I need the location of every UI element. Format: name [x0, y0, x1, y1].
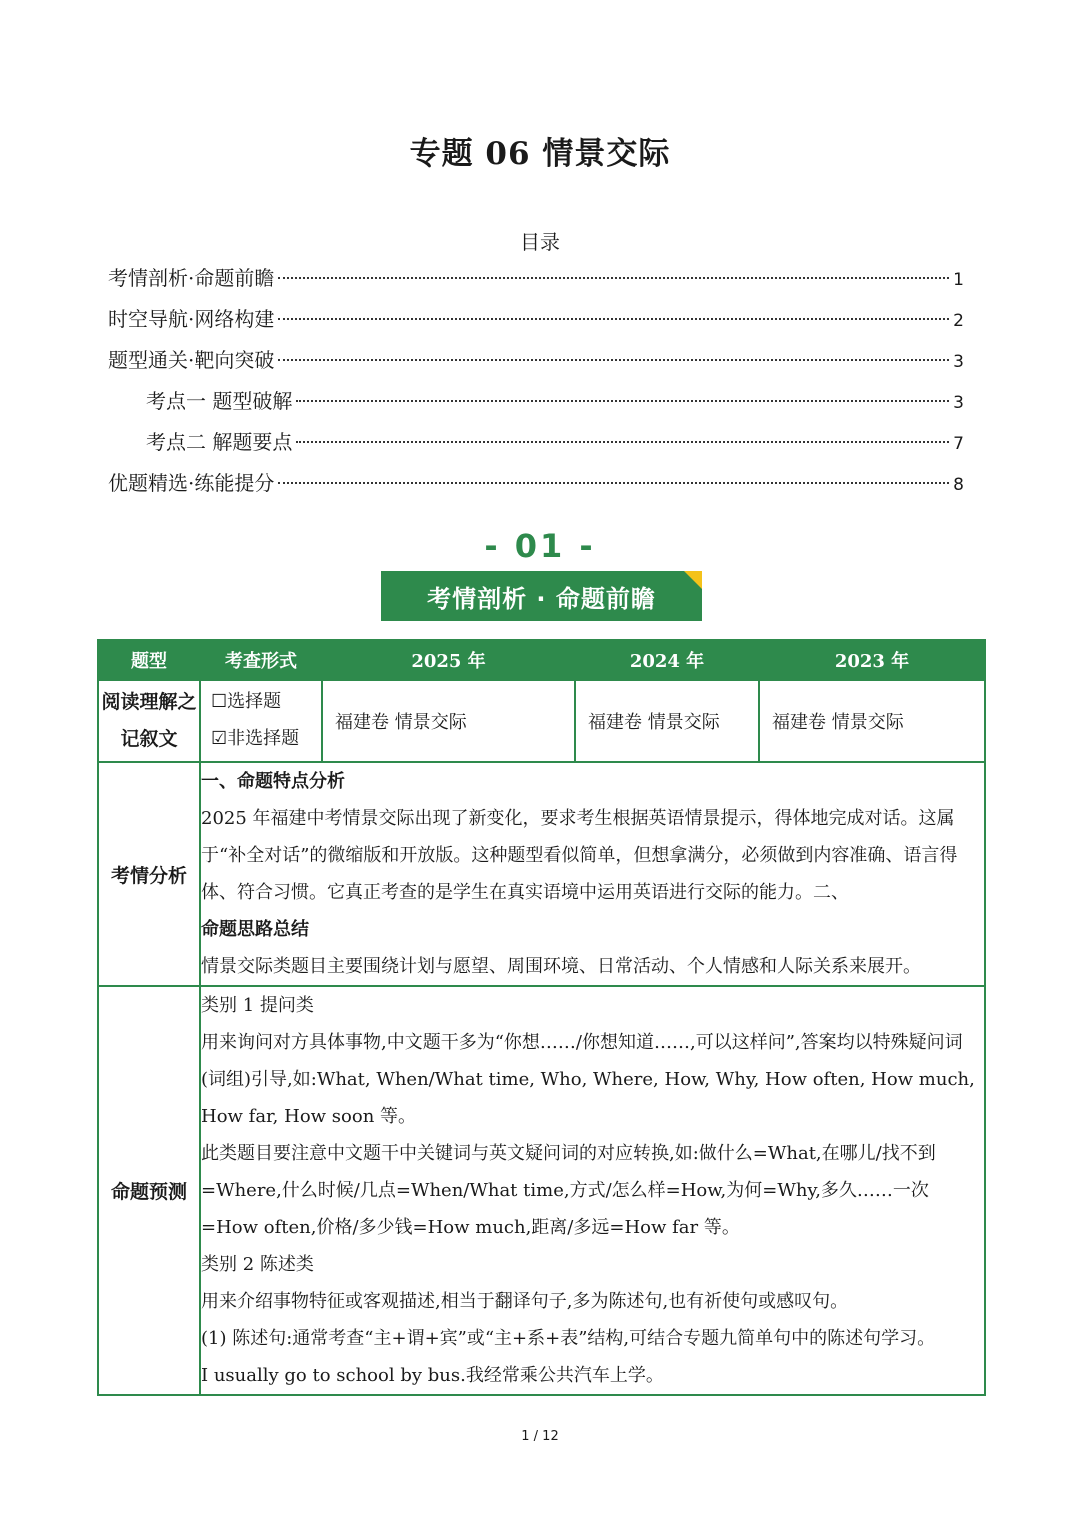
analysis-paragraph-2: 情景交际类题目主要围绕计划与愿望、周围环境、日常活动、个人情感和人际关系来展开。 [201, 956, 921, 977]
table-of-contents [108, 262, 964, 508]
table-row [98, 680, 985, 762]
option-multiple-choice: ☐选择题 [211, 691, 282, 712]
toc-leader-dots [278, 359, 949, 361]
page-number: 1 / 12 [521, 1429, 559, 1444]
toc-item[interactable] [108, 303, 964, 344]
row-label-prediction: 命题预测 [98, 986, 200, 1395]
analysis-heading-2: 命题思路总结 [201, 919, 309, 940]
prediction-content [200, 986, 985, 1395]
cell-2025: 福建卷 情景交际 [322, 680, 575, 762]
header-year-2025: 2025 年 [322, 640, 575, 680]
analysis-heading-1: 一、命题特点分析 [201, 771, 345, 792]
toc-leader-dots [278, 318, 949, 320]
section-banner [381, 571, 702, 621]
row-label-question-type [98, 680, 200, 762]
toc-leader-dots [278, 482, 949, 484]
toc-item[interactable] [108, 262, 964, 303]
exam-analysis-table [97, 639, 986, 1396]
section-banner-label: 考情剖析 · 命题前瞻 [427, 584, 656, 613]
toc-item[interactable] [108, 467, 964, 508]
prediction-paragraph-2: 此类题目要注意中文题干中关键词与英文疑问词的对应转换,如:做什么=What,在哪儿/找不到=Where,什么时候/几点=When/What time,方式/怎么样=How,为何=Why,多久……一次=How often,价格/多少钱=How much,距离/多远=How far 等。 [201, 1143, 936, 1238]
cell-2024: 福建卷 情景交际 [575, 680, 759, 762]
toc-item-page: 3 [953, 393, 964, 413]
analysis-content [200, 762, 985, 986]
toc-leader-dots [296, 441, 949, 443]
prediction-paragraph-4: (1) 陈述句:通常考查“主+谓+宾”或“主+系+表”结构,可结合专题九简单句中的陈述句学习。 [201, 1328, 936, 1349]
toc-item-page: 8 [953, 475, 964, 495]
toc-subitem[interactable] [108, 385, 964, 426]
banner-corner-decoration [684, 571, 702, 589]
table-row [98, 762, 985, 986]
page-title: 专题 06 情景交际 [409, 136, 671, 172]
header-exam-format: 考查形式 [200, 640, 322, 680]
analysis-paragraph-1: 2025 年福建中考情景交际出现了新变化，要求考生根据英语情景提示，得体地完成对话。这属于“补全对话”的微缩版和开放版。这种题型看似简单，但想拿满分，必须做到内容准确、语言得体、符合习惯。它真正考查的是学生在真实语境中运用英语进行交际的能力。二、 [201, 808, 958, 903]
toc-item-label: 考情剖析·命题前瞻 [108, 266, 275, 290]
toc-item-page: 7 [953, 434, 964, 454]
table-row [98, 986, 985, 1395]
toc-item-label: 题型通关·靶向突破 [108, 348, 275, 372]
cell-2023: 福建卷 情景交际 [759, 680, 985, 762]
row-label-analysis: 考情分析 [98, 762, 200, 986]
toc-subitem[interactable] [108, 426, 964, 467]
toc-item-page: 1 [953, 270, 964, 290]
header-year-2024: 2024 年 [575, 640, 759, 680]
exam-format-cell [200, 680, 322, 762]
table-header-row [98, 640, 985, 680]
prediction-category-1: 类别 1 提问类 [201, 995, 314, 1016]
toc-item-label: 考点二 解题要点 [146, 430, 293, 454]
prediction-example: I usually go to school by bus.我经常乘公共汽车上学。 [201, 1365, 664, 1386]
prediction-paragraph-1: 用来询问对方具体事物,中文题干多为“你想……/你想知道……,可以这样问”,答案均以特殊疑问词(词组)引导,如:What, When/What time, Who, Where, How, Why, How often, How much, How far, How soon 等。 [201, 1032, 975, 1127]
toc-item-page: 3 [953, 352, 964, 372]
section-number: - 01 - [484, 527, 596, 565]
prediction-paragraph-3: 用来介绍事物特征或客观描述,相当于翻译句子,多为陈述句,也有祈使句或感叹句。 [201, 1291, 849, 1312]
toc-leader-dots [278, 277, 949, 279]
toc-item-label: 优题精选·练能提分 [108, 471, 275, 495]
header-question-type: 题型 [98, 640, 200, 680]
prediction-category-2: 类别 2 陈述类 [201, 1254, 314, 1275]
toc-item-label: 时空导航·网络构建 [108, 307, 275, 331]
toc-heading: 目录 [520, 230, 560, 254]
toc-item-page: 2 [953, 311, 964, 331]
header-year-2023: 2023 年 [759, 640, 985, 680]
option-non-multiple-choice: ☑非选择题 [211, 728, 300, 749]
row-label-text: 阅读理解之记叙文 [101, 691, 197, 750]
toc-item-label: 考点一 题型破解 [146, 389, 293, 413]
toc-item[interactable] [108, 344, 964, 385]
toc-leader-dots [296, 400, 949, 402]
